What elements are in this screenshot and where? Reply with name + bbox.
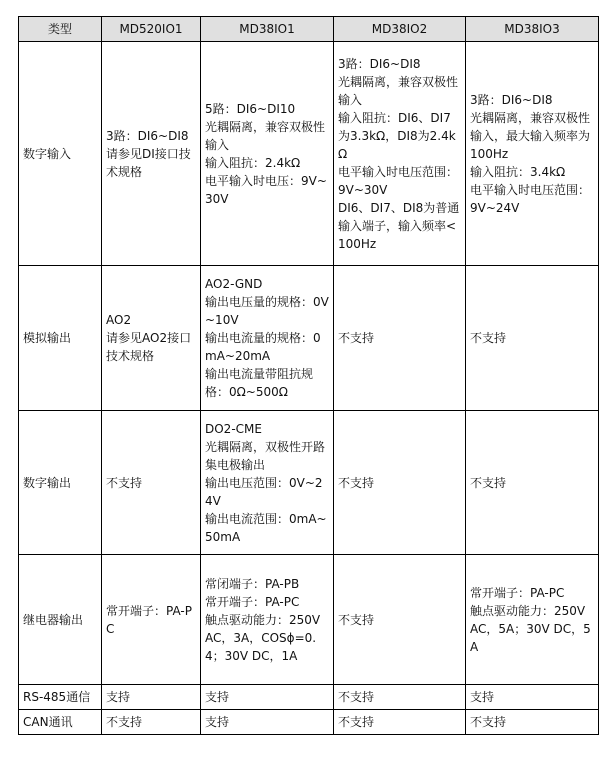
table-row xyxy=(19,555,599,685)
spec-table xyxy=(18,16,599,735)
cell-line: 电平输入时电压：9V~30V xyxy=(205,173,327,206)
header-md38io3: MD38IO3 xyxy=(466,17,599,42)
cell-line: 输入阻抗：DI6、DI7为3.3kΩ，DI8为2.4kΩ xyxy=(338,110,456,161)
cell-line: 3路：DI6~DI8 xyxy=(470,92,553,107)
cell-line: 输出电流范围：0mA~50mA xyxy=(205,511,327,544)
header-row xyxy=(19,17,599,42)
cell-line: 3路：DI6~DI8 xyxy=(338,56,421,71)
cell-line: 输出电流量的规格：0mA~20mA xyxy=(205,331,321,363)
cell-line: AO2 xyxy=(106,313,132,327)
row-label: CAN通讯 xyxy=(19,710,102,735)
table-cell xyxy=(102,710,201,735)
header-md38io2: MD38IO2 xyxy=(334,17,466,42)
cell-line: 3路：DI6~DI8 xyxy=(106,128,189,143)
cell-line: 5路：DI6~DI10 xyxy=(205,101,296,116)
cell-line: 常闭端子：PA-PB xyxy=(205,576,300,591)
cell-line: 常开端子：PA-PC xyxy=(205,594,300,609)
row-label: 继电器输出 xyxy=(19,555,102,685)
cell-line: 光耦隔离，双极性开路集电极输出 xyxy=(205,439,326,472)
table-cell xyxy=(102,266,201,411)
cell-line: 不支持 xyxy=(470,331,507,345)
cell-line: 输出电压量的规格：0V~10V xyxy=(205,295,329,327)
cell-line: 支持 xyxy=(205,690,230,704)
cell-line: 不支持 xyxy=(338,331,375,345)
table-cell xyxy=(334,42,466,266)
cell-line: 输入阻抗：2.4kΩ xyxy=(205,155,301,170)
cell-line: 不支持 xyxy=(470,475,507,490)
cell-line: DO2-CME xyxy=(205,421,262,436)
cell-line: 触点驱动能力：250V AC，3A，COSɸ=0.4；30V DC，1A xyxy=(205,612,321,663)
table-cell xyxy=(201,42,334,266)
cell-line: 不支持 xyxy=(338,715,375,729)
cell-line: 触点驱动能力：250V AC，5A；30V DC，5A xyxy=(470,603,591,654)
cell-line: 不支持 xyxy=(338,612,375,627)
cell-line: 常开端子：PA-PC xyxy=(470,585,565,600)
table-row xyxy=(19,710,599,735)
table-cell xyxy=(466,555,599,685)
table-body xyxy=(19,42,599,735)
cell-line: 支持 xyxy=(470,690,495,704)
table-cell xyxy=(102,42,201,266)
table-cell xyxy=(466,266,599,411)
table-cell xyxy=(201,266,334,411)
table-row xyxy=(19,266,599,411)
cell-line: 输出电流量带阻抗规格：0Ω~500Ω xyxy=(205,367,314,399)
table-cell xyxy=(201,710,334,735)
header-type: 类型 xyxy=(19,17,102,42)
cell-line: AO2-GND xyxy=(205,277,263,291)
cell-line: 不支持 xyxy=(106,475,143,490)
cell-line: 不支持 xyxy=(106,715,143,729)
row-label: RS-485通信 xyxy=(19,685,102,710)
cell-line: 光耦隔离，兼容双极性输入 xyxy=(205,119,326,152)
table-cell xyxy=(102,555,201,685)
row-label: 数字输入 xyxy=(19,42,102,266)
cell-line: 常开端子：PA-PC xyxy=(106,603,192,636)
table-cell xyxy=(466,685,599,710)
table-cell xyxy=(334,266,466,411)
table-cell xyxy=(334,411,466,555)
table-cell xyxy=(201,411,334,555)
cell-line: 电平输入时电压范围：9V~24V xyxy=(470,182,591,215)
cell-line: 输入阻抗：3.4kΩ xyxy=(470,164,566,179)
table-row xyxy=(19,411,599,555)
header-md520io1: MD520IO1 xyxy=(102,17,201,42)
table-row xyxy=(19,42,599,266)
table-cell xyxy=(466,411,599,555)
table-cell xyxy=(334,555,466,685)
table-row xyxy=(19,685,599,710)
table-cell xyxy=(102,411,201,555)
cell-line: 支持 xyxy=(205,715,230,729)
cell-line: 不支持 xyxy=(338,475,375,490)
table-cell xyxy=(334,710,466,735)
cell-line: 支持 xyxy=(106,690,131,704)
cell-line: DI6、DI7、DI8为普通输入端子，输入频率<100Hz xyxy=(338,200,460,251)
table-cell xyxy=(334,685,466,710)
row-label: 数字输出 xyxy=(19,411,102,555)
table-cell xyxy=(466,42,599,266)
cell-line: 请参见DI接口技术规格 xyxy=(106,146,191,179)
table-cell xyxy=(201,685,334,710)
table-cell xyxy=(102,685,201,710)
header-md38io1: MD38IO1 xyxy=(201,17,334,42)
cell-line: 不支持 xyxy=(338,690,375,704)
table-cell xyxy=(201,555,334,685)
row-label: 模拟输出 xyxy=(19,266,102,411)
cell-line: 电平输入时电压范围：9V~30V xyxy=(338,164,459,197)
table-cell xyxy=(466,710,599,735)
cell-line: 输出电压范围：0V~24V xyxy=(205,475,323,508)
cell-line: 光耦隔离，兼容双极性输入，最大输入频率为100Hz xyxy=(470,110,591,161)
cell-line: 光耦隔离，兼容双极性输入 xyxy=(338,74,459,107)
cell-line: 不支持 xyxy=(470,715,507,729)
cell-line: 请参见AO2接口技术规格 xyxy=(106,331,192,363)
